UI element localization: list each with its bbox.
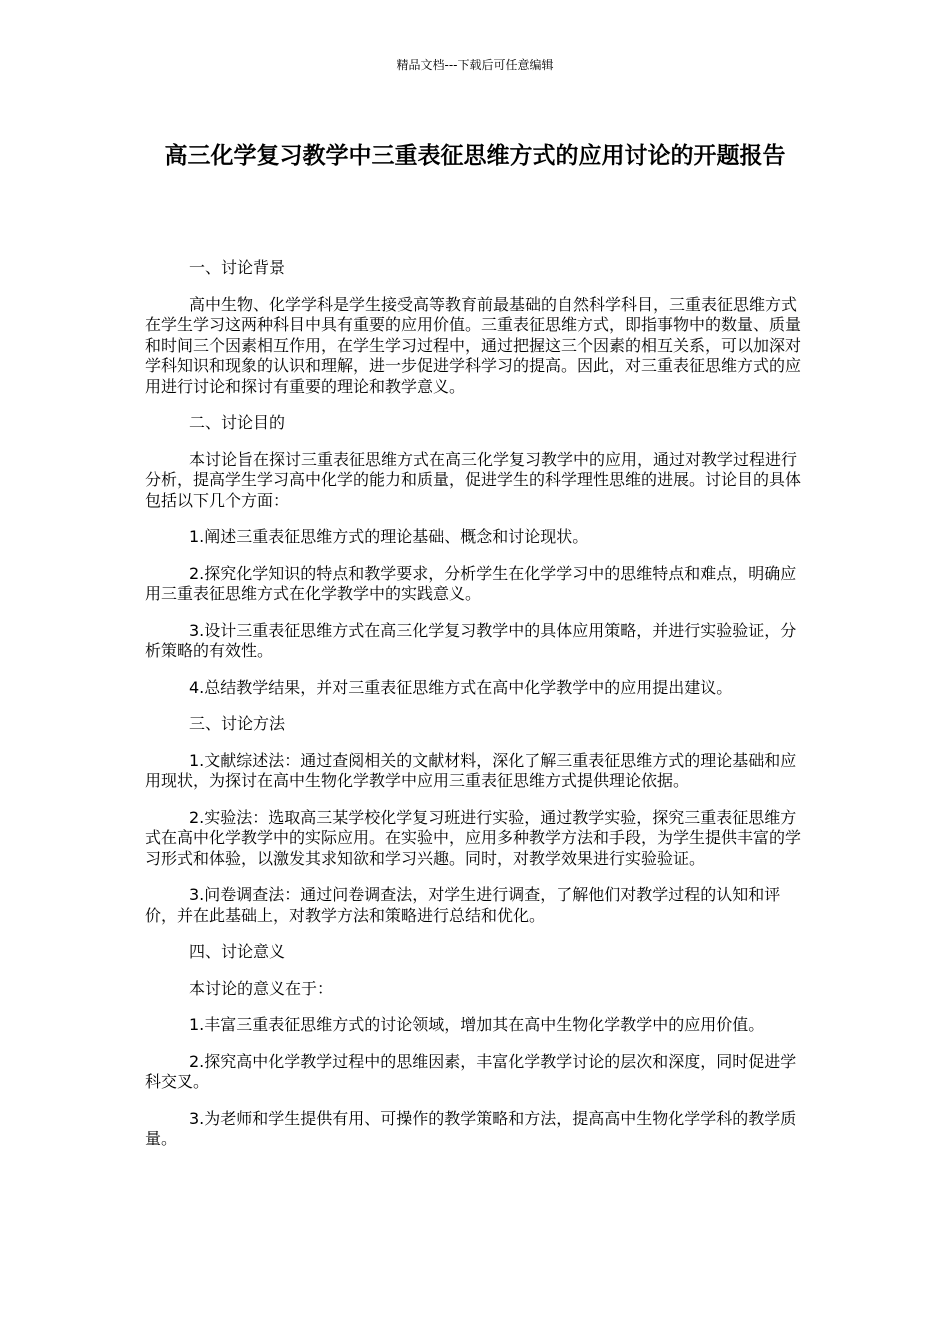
section-heading-background: 一、讨论背景 bbox=[189, 258, 286, 277]
list-item-purpose-3: 3.设计三重表征思维方式在高三化学复习教学中的具体应用策略，并进行实验验证，分析策略的有效性。 bbox=[145, 620, 797, 660]
section-heading-methods: 三、讨论方法 bbox=[189, 714, 286, 733]
page-header: 精品文档---下载后可任意编辑 bbox=[396, 58, 554, 72]
section-heading-purpose: 二、讨论目的 bbox=[189, 413, 286, 432]
document-body bbox=[145, 258, 808, 1166]
list-item-purpose-4: 4.总结教学结果，并对三重表征思维方式在高中化学教学中的应用提出建议。 bbox=[189, 677, 733, 697]
list-item-method-2: 2.实验法：选取高三某学校化学复习班进行实验，通过教学实验，探究三重表征思维方式在高中化学教学中的实际应用。在实验中，应用多种教学方法和手段，为学生提供丰富的学习形式和体验，以激发其求知欲和学习兴趣。同时，对教学效果进行实验验证。 bbox=[145, 807, 802, 868]
list-item-purpose-1: 1.阐述三重表征思维方式的理论基础、概念和讨论现状。 bbox=[189, 527, 589, 546]
document-title: 高三化学复习教学中三重表征思维方式的应用讨论的开题报告 bbox=[164, 143, 786, 169]
list-item-significance-1: 1.丰富三重表征思维方式的讨论领域，增加其在高中生物化学教学中的应用价值。 bbox=[189, 1015, 765, 1034]
section-heading-significance: 四、讨论意义 bbox=[189, 942, 286, 961]
paragraph-background: 高中生物、化学学科是学生接受高等教育前最基础的自然科学科目，三重表征思维方式在学生学习这两种科目中具有重要的应用价值。三重表征思维方式，即指事物中的数量、质量和时间三个因素相互作用，在学生学习过程中，通过把握这三个因素的相互关系，可以加深对学科知识和现象的认识和理解，进一步促进学科学习的提高。因此，对三重表征思维方式的应用进行讨论和探讨有重要的理论和教学意义。 bbox=[145, 294, 802, 396]
paragraph-significance-intro: 本讨论的意义在于： bbox=[189, 978, 334, 998]
list-item-method-3: 3.问卷调查法：通过问卷调查法，对学生进行调查，了解他们对教学过程的认知和评价，并在此基础上，对教学方法和策略进行总结和优化。 bbox=[145, 885, 781, 925]
list-item-purpose-2: 2.探究化学知识的特点和教学要求，分析学生在化学学习中的思维特点和难点，明确应用三重表征思维方式在化学教学中的实践意义。 bbox=[145, 563, 797, 603]
list-item-method-1: 1.文献综述法：通过查阅相关的文献材料，深化了解三重表征思维方式的理论基础和应用现状，为探讨在高中生物化学教学中应用三重表征思维方式提供理论依据。 bbox=[145, 750, 797, 790]
paragraph-purpose: 本讨论旨在探讨三重表征思维方式在高三化学复习教学中的应用，通过对教学过程进行分析，提高学生学习高中化学的能力和质量，促进学生的科学理性思维的进展。讨论目的具体包括以下几个方面： bbox=[145, 449, 802, 510]
list-item-significance-2: 2.探究高中化学教学过程中的思维因素，丰富化学教学讨论的层次和深度，同时促进学科交叉。 bbox=[145, 1051, 797, 1091]
list-item-significance-3: 3.为老师和学生提供有用、可操作的教学策略和方法，提高高中生物化学学科的教学质量。 bbox=[145, 1108, 797, 1148]
